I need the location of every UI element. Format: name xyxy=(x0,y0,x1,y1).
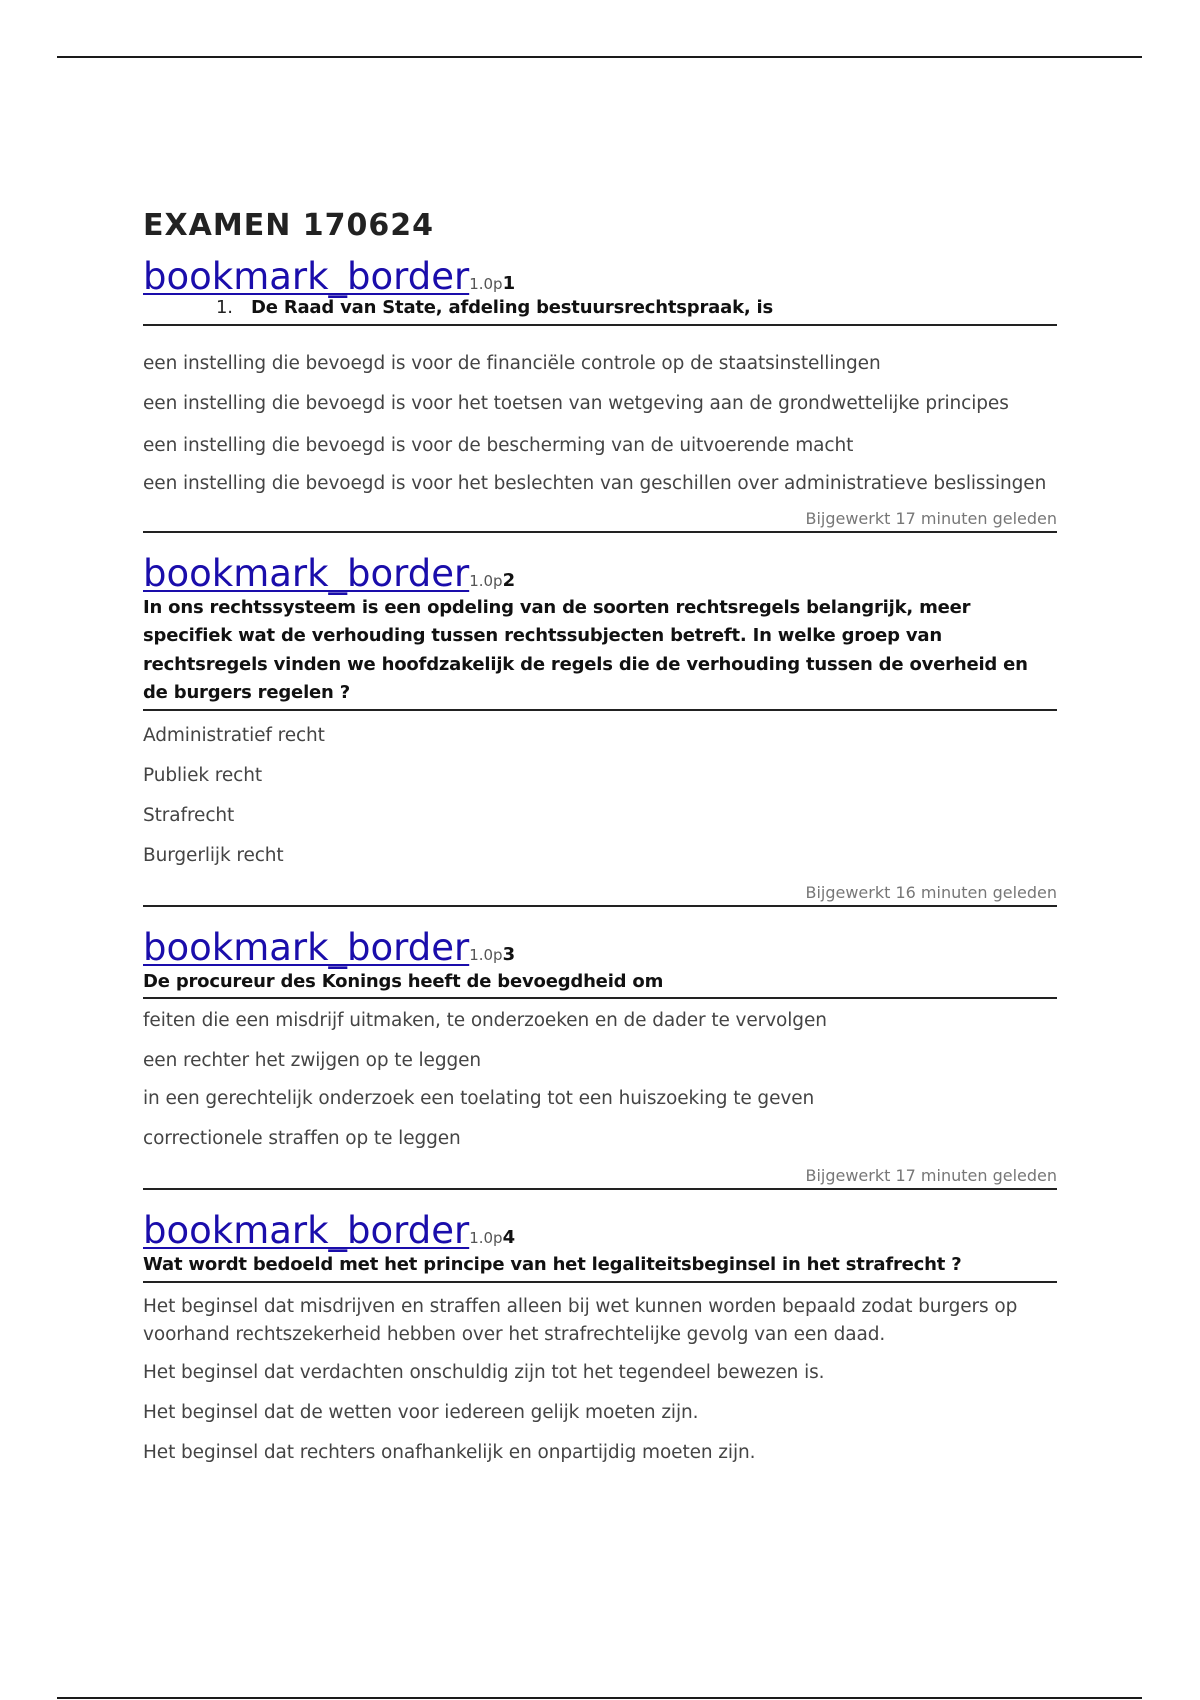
question-3 xyxy=(143,925,1057,1191)
bookmark-border-icon[interactable]: bookmark_border xyxy=(143,925,470,969)
answer-option[interactable]: Het beginsel dat rechters onafhankelijk en onpartijdig moeten zijn. xyxy=(143,1441,756,1463)
question-number: 4 xyxy=(502,1227,516,1248)
bookmark-border-icon[interactable]: bookmark_border xyxy=(143,255,470,298)
answer-option[interactable]: Het beginsel dat de wetten voor iedereen gelijk moeten zijn. xyxy=(143,1401,699,1423)
page-title: EXAMEN 170624 xyxy=(143,208,434,243)
page-bottom-rule xyxy=(57,1697,1142,1699)
answer-option[interactable]: een instelling die bevoegd is voor het toetsen van wetgeving aan de grondwettelijke principes xyxy=(143,392,1009,414)
answer-option[interactable]: Publiek recht xyxy=(143,764,262,786)
updated-timestamp: Bijgewerkt 16 minuten geleden xyxy=(143,883,1057,907)
answer-option[interactable]: een instelling die bevoegd is voor het beslechten van geschillen over administratieve beslissingen xyxy=(143,472,1047,494)
question-1 xyxy=(143,255,1057,533)
question-score: 1.0p xyxy=(469,1229,503,1247)
answer-option[interactable]: in een gerechtelijk onderzoek een toelating tot een huiszoeking te geven xyxy=(143,1088,815,1109)
question-text: De procureur des Konings heeft de bevoegdheid om xyxy=(143,968,1057,1000)
question-score: 1.0p xyxy=(469,945,503,964)
question-number: 2 xyxy=(502,569,516,591)
answer-option[interactable]: Strafrecht xyxy=(143,804,235,826)
answer-options xyxy=(143,1293,1057,1468)
document-content xyxy=(143,208,1057,1468)
question-2 xyxy=(143,551,1057,907)
question-text: Wat wordt bedoeld met het principe van het legaliteitsbeginsel in het strafrecht ? xyxy=(143,1251,1057,1283)
answer-option[interactable]: Burgerlijk recht xyxy=(143,844,284,866)
answer-option[interactable]: een instelling die bevoegd is voor de financiële controle op de staatsinstellingen xyxy=(143,352,881,374)
bookmark-border-icon[interactable]: bookmark_border xyxy=(143,1209,470,1252)
question-4 xyxy=(143,1209,1057,1468)
updated-timestamp: Bijgewerkt 17 minuten geleden xyxy=(143,509,1057,533)
question-text xyxy=(143,294,1057,326)
answer-option[interactable]: Het beginsel dat misdrijven en straffen alleen bij wet kunnen worden bepaald zodat burgers op voorhand rechtszekerheid hebben over het strafrechtelijke gevolg van een daad. xyxy=(143,1295,1018,1345)
question-header xyxy=(143,925,1057,969)
answer-option[interactable]: een instelling die bevoegd is voor de bescherming van de uitvoerende macht xyxy=(143,434,854,456)
question-header xyxy=(143,551,1057,595)
bookmark-border-icon[interactable]: bookmark_border xyxy=(143,551,470,595)
answer-option[interactable]: feiten die een misdrijf uitmaken, te onderzoeken en de dader te vervolgen xyxy=(143,1010,827,1031)
question-number: 3 xyxy=(502,943,516,965)
question-score: 1.0p xyxy=(469,275,503,293)
question-header xyxy=(143,255,1057,298)
page-top-rule xyxy=(57,56,1142,58)
answer-option[interactable]: een rechter het zwijgen op te leggen xyxy=(143,1050,482,1071)
question-header xyxy=(143,1209,1057,1252)
question-text-label: De Raad van State, afdeling bestuursrechtspraak, is xyxy=(251,297,774,318)
question-text: In ons rechtssysteem is een opdeling van de soorten rechtsregels belangrijk, meer specifiek wat de verhouding tussen rechtssubjecten betreft. In welke groep van rechtsregels vinden we hoofdzakelijk de regels die de verhouding tussen de overheid en de burgers regelen ? xyxy=(143,594,1057,711)
question-number: 1 xyxy=(502,273,516,294)
answer-option[interactable]: Het beginsel dat verdachten onschuldig zijn tot het tegendeel bewezen is. xyxy=(143,1361,825,1383)
answer-options xyxy=(143,721,1057,871)
list-marker: 1. xyxy=(216,297,233,318)
updated-timestamp: Bijgewerkt 17 minuten geleden xyxy=(143,1166,1057,1190)
question-score: 1.0p xyxy=(469,571,503,590)
answer-option[interactable]: Administratief recht xyxy=(143,724,325,746)
answer-options xyxy=(143,349,1057,499)
answer-option[interactable]: correctionele straffen op te leggen xyxy=(143,1128,461,1149)
answer-options xyxy=(143,1006,1057,1154)
